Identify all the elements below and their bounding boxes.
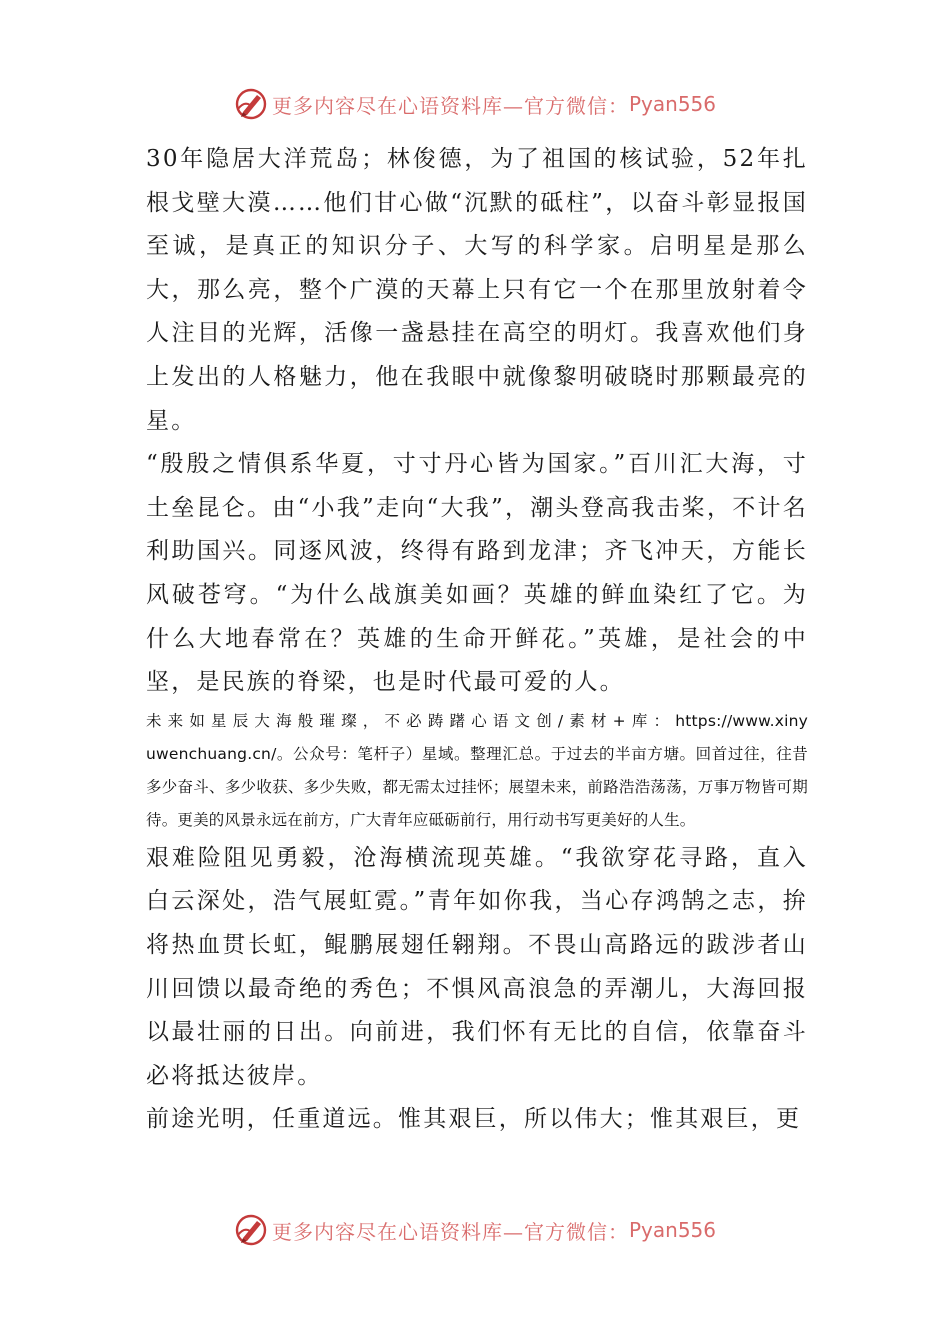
banner-wechat-id: Pyan556	[628, 92, 716, 116]
paragraph-4: 前途光明，任重道远。惟其艰巨，所以伟大；惟其艰巨，更	[146, 1106, 802, 1133]
footer-banner	[0, 1210, 950, 1250]
header-banner	[0, 84, 950, 124]
source-note-lead: 未来如星辰大海般璀璨，不必踌躇心语文创/素材+库：	[146, 711, 676, 730]
source-note	[146, 705, 808, 837]
article-body	[146, 138, 808, 1142]
banner-text: 更多内容尽在心语资料库—官方微信：	[271, 1219, 629, 1244]
paragraph-3: 艰难险阻见勇毅，沧海横流现英雄。“我欲穿花寻路，直入白云深处，浩气展虹霓。”青年如你我，当心存鸿鹄之志，拚将热血贯长虹，鲲鹏展翅任翱翔。不畏山高路远的跋涉者山川回馈以最奇绝的秀色；不惧风高浪急的弄潮儿，大海回报以最壮丽的日出。向前进，我们怀有无比的自信，依靠奋斗必将抵达彼岸。	[146, 844, 808, 1089]
source-note-rest: https://www.xinyuwenchuang.cn/。公众号：笔杆子）星域。整理汇总。于过去的半亩方塘。回首过往，往昔多少奋斗、多少收获、多少失败，都无需太过挂怀；展望未来，前路浩浩荡荡，万事万物皆可期待。更美的风景永远在前方，广大青年应砥砺前行，用行动书写更美好的人生。	[146, 711, 808, 829]
banner-text: 更多内容尽在心语资料库—官方微信：	[271, 93, 629, 118]
paragraph-2: “殷殷之情俱系华夏，寸寸丹心皆为国家。”百川汇大海，寸土垒昆仑。由“小我”走向“大我”，潮头登高我击桨，不计名利助国兴。同逐风波，终得有路到龙津；齐飞冲天，方能长风破苍穹。“为什么战旗美如画？英雄的鲜血染红了它。为什么大地春常在？英雄的生命开鲜花。”英雄，是社会的中坚，是民族的脊梁，也是时代最可爱的人。	[146, 451, 808, 696]
paragraph-1: 30年隐居大洋荒岛；林俊德，为了祖国的核试验，52年扎根戈壁大漠……他们甘心做“沉默的砥柱”，以奋斗彰显报国至诚，是真正的知识分子、大写的科学家。启明星是那么大，那么亮，整个广漠的天幕上只有它一个在那里放射着令人注目的光辉，活像一盏悬挂在高空的明灯。我喜欢他们身上发出的人格魅力，他在我眼中就像黎明破晓时那颗最亮的星。	[146, 146, 808, 434]
pen-in-circle-icon	[234, 87, 268, 121]
banner-wechat-id: Pyan556	[628, 1218, 716, 1242]
pen-in-circle-icon	[234, 1213, 268, 1247]
